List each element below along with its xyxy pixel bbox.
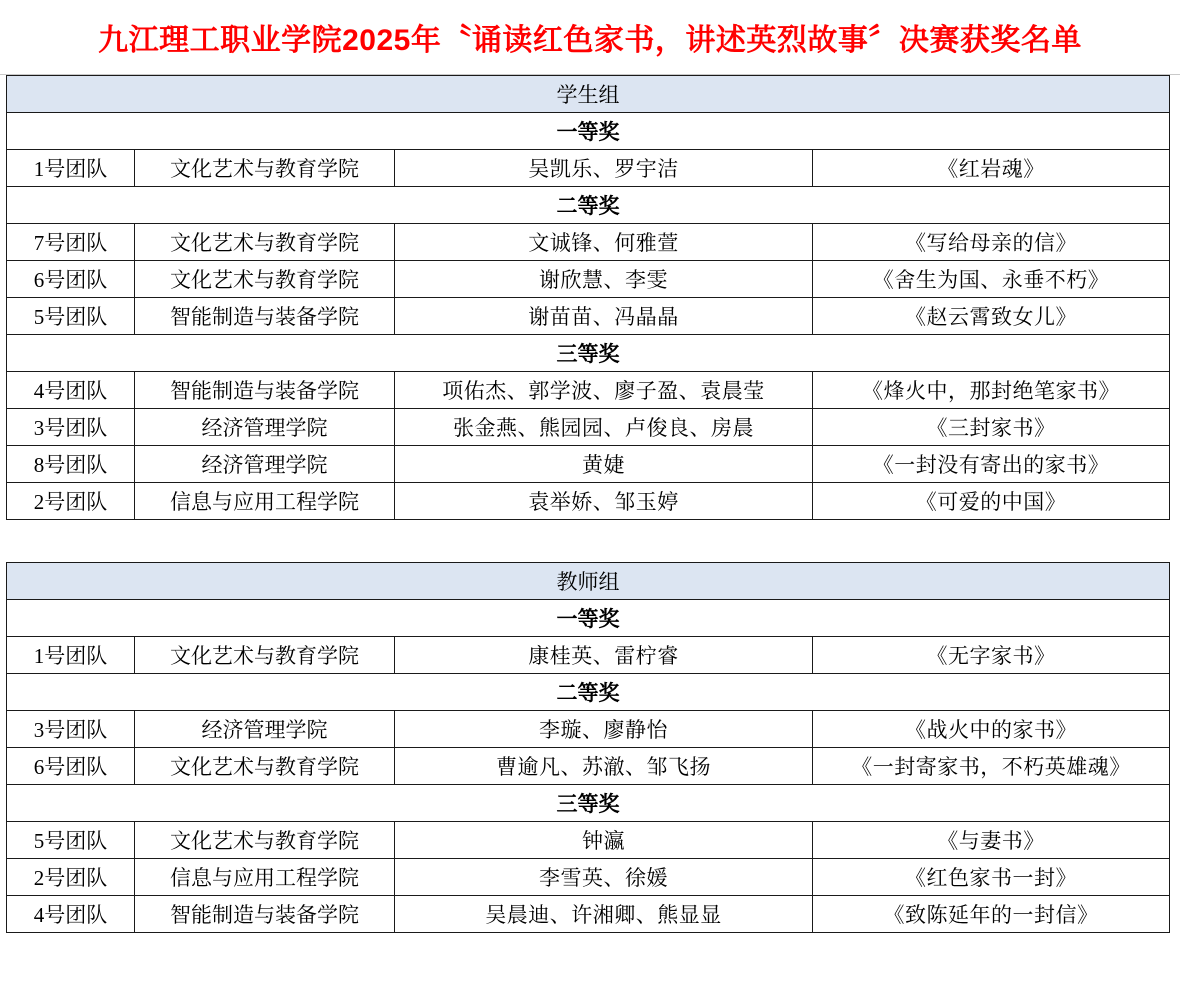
cell-names: 张金燕、熊园园、卢俊良、房晨 bbox=[395, 409, 813, 446]
teacher-group-table bbox=[6, 562, 1170, 933]
prize-row bbox=[7, 785, 1170, 822]
cell-team: 3号团队 bbox=[7, 711, 135, 748]
cell-work: 《可爱的中国》 bbox=[813, 483, 1170, 520]
cell-names: 谢苗苗、冯晶晶 bbox=[395, 298, 813, 335]
cell-dept: 文化艺术与教育学院 bbox=[135, 224, 395, 261]
table-row bbox=[7, 224, 1170, 261]
prize-row bbox=[7, 335, 1170, 372]
cell-team: 5号团队 bbox=[7, 822, 135, 859]
cell-work: 《红色家书一封》 bbox=[813, 859, 1170, 896]
cell-dept: 文化艺术与教育学院 bbox=[135, 150, 395, 187]
prize-label: 二等奖 bbox=[7, 674, 1170, 711]
cell-team: 4号团队 bbox=[7, 896, 135, 933]
cell-team: 4号团队 bbox=[7, 372, 135, 409]
cell-team: 2号团队 bbox=[7, 483, 135, 520]
cell-names: 康桂英、雷柠睿 bbox=[395, 637, 813, 674]
table-row bbox=[7, 896, 1170, 933]
table-row bbox=[7, 446, 1170, 483]
cell-team: 5号团队 bbox=[7, 298, 135, 335]
table-row bbox=[7, 150, 1170, 187]
cell-work: 《与妻书》 bbox=[813, 822, 1170, 859]
prize-label: 一等奖 bbox=[7, 600, 1170, 637]
cell-work: 《写给母亲的信》 bbox=[813, 224, 1170, 261]
prize-label: 三等奖 bbox=[7, 335, 1170, 372]
cell-names: 项佑杰、郭学波、廖子盈、袁晨莹 bbox=[395, 372, 813, 409]
cell-names: 文诚锋、何雅萱 bbox=[395, 224, 813, 261]
cell-dept: 信息与应用工程学院 bbox=[135, 859, 395, 896]
cell-dept: 经济管理学院 bbox=[135, 409, 395, 446]
cell-work: 《红岩魂》 bbox=[813, 150, 1170, 187]
cell-work: 《赵云霄致女儿》 bbox=[813, 298, 1170, 335]
section-gap bbox=[0, 520, 1180, 562]
table-row bbox=[7, 859, 1170, 896]
cell-work: 《舍生为国、永垂不朽》 bbox=[813, 261, 1170, 298]
cell-names: 曹逾凡、苏澈、邹飞扬 bbox=[395, 748, 813, 785]
prize-row bbox=[7, 187, 1170, 224]
prize-row bbox=[7, 600, 1170, 637]
cell-work: 《致陈延年的一封信》 bbox=[813, 896, 1170, 933]
cell-dept: 信息与应用工程学院 bbox=[135, 483, 395, 520]
cell-team: 6号团队 bbox=[7, 261, 135, 298]
table-row bbox=[7, 637, 1170, 674]
table-row bbox=[7, 298, 1170, 335]
group-header-label: 教师组 bbox=[7, 563, 1170, 600]
teacher-group-body bbox=[7, 563, 1170, 933]
cell-team: 1号团队 bbox=[7, 637, 135, 674]
cell-dept: 智能制造与装备学院 bbox=[135, 372, 395, 409]
prize-row bbox=[7, 113, 1170, 150]
cell-team: 1号团队 bbox=[7, 150, 135, 187]
cell-names: 袁举娇、邹玉婷 bbox=[395, 483, 813, 520]
group-header-row bbox=[7, 563, 1170, 600]
prize-row bbox=[7, 674, 1170, 711]
table-row bbox=[7, 372, 1170, 409]
page-title: 九江理工职业学院2025年〝诵读红色家书，讲述英烈故事〞决赛获奖名单 bbox=[98, 24, 1082, 57]
cell-work: 《三封家书》 bbox=[813, 409, 1170, 446]
table-row bbox=[7, 409, 1170, 446]
cell-names: 吴晨迪、许湘卿、熊显显 bbox=[395, 896, 813, 933]
student-group-body bbox=[7, 76, 1170, 520]
table-row bbox=[7, 748, 1170, 785]
cell-dept: 经济管理学院 bbox=[135, 446, 395, 483]
cell-team: 7号团队 bbox=[7, 224, 135, 261]
cell-work: 《一封寄家书，不朽英雄魂》 bbox=[813, 748, 1170, 785]
cell-names: 钟瀛 bbox=[395, 822, 813, 859]
prize-label: 三等奖 bbox=[7, 785, 1170, 822]
group-header-row bbox=[7, 76, 1170, 113]
cell-names: 吴凯乐、罗宇洁 bbox=[395, 150, 813, 187]
cell-team: 3号团队 bbox=[7, 409, 135, 446]
cell-dept: 经济管理学院 bbox=[135, 711, 395, 748]
cell-names: 黄婕 bbox=[395, 446, 813, 483]
table-row bbox=[7, 261, 1170, 298]
prize-label: 一等奖 bbox=[7, 113, 1170, 150]
cell-work: 《无字家书》 bbox=[813, 637, 1170, 674]
student-group-table bbox=[6, 75, 1170, 520]
group-header-label: 学生组 bbox=[7, 76, 1170, 113]
cell-dept: 文化艺术与教育学院 bbox=[135, 822, 395, 859]
table-row bbox=[7, 483, 1170, 520]
document-title-bar bbox=[0, 0, 1180, 75]
cell-team: 8号团队 bbox=[7, 446, 135, 483]
cell-work: 《战火中的家书》 bbox=[813, 711, 1170, 748]
cell-dept: 文化艺术与教育学院 bbox=[135, 748, 395, 785]
cell-names: 李雪英、徐媛 bbox=[395, 859, 813, 896]
cell-names: 李璇、廖静怡 bbox=[395, 711, 813, 748]
table-row bbox=[7, 711, 1170, 748]
cell-dept: 智能制造与装备学院 bbox=[135, 896, 395, 933]
prize-label: 二等奖 bbox=[7, 187, 1170, 224]
cell-team: 6号团队 bbox=[7, 748, 135, 785]
cell-dept: 智能制造与装备学院 bbox=[135, 298, 395, 335]
cell-dept: 文化艺术与教育学院 bbox=[135, 261, 395, 298]
cell-dept: 文化艺术与教育学院 bbox=[135, 637, 395, 674]
cell-team: 2号团队 bbox=[7, 859, 135, 896]
cell-names: 谢欣慧、李雯 bbox=[395, 261, 813, 298]
cell-work: 《一封没有寄出的家书》 bbox=[813, 446, 1170, 483]
table-row bbox=[7, 822, 1170, 859]
cell-work: 《烽火中，那封绝笔家书》 bbox=[813, 372, 1170, 409]
